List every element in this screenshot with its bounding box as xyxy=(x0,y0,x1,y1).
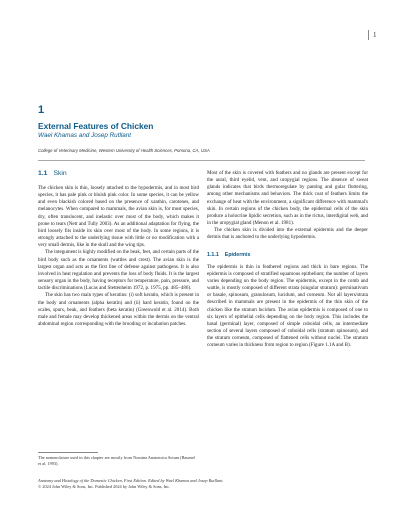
header-divider xyxy=(38,160,365,161)
author-affiliation: College of Veterinary Medicine, Western University of Health Sciences, Pomona, CA, USA xyxy=(38,148,210,153)
footer-copyright: © 2024 John Wiley & Sons, Inc. Published 2024 by John Wiley & Sons, Inc. xyxy=(38,483,171,489)
paragraph: The integument is highly modified on the beak, feet, and certain parts of the bird body such as the ornaments (wattles and crest). The avian skin is the largest organ and acts as the first line of defense against pathogens. It is also involved in heat regulation and prevents the loss of body fluids. It is the largest sensory organ in the body, having receptors for temperature, pain, pressure, and tactile discriminations (Lucas and Stettenheim 1972, p. 1975, pp. 485–486). xyxy=(38,249,199,292)
footnote-divider xyxy=(38,452,98,453)
section-heading-skin xyxy=(38,170,199,177)
page-number: 1 xyxy=(368,30,377,40)
paragraph: The chicken skin is thin, loosely attached to the hypodermis, and in most bird species, it has pale pink or bluish pink color. In some species, it can be yellow and even blackish colored based on the presence of xanthin, carotenes, and melanocytes. When compared to mammals, the avian skin is, for most species, dry, often translucent, and inelastic over most of the body, which makes it prone to tears (Nett and Tully 2003). As an additional adaptation for flying, the bird loosely fits inside its skin over most of the body. In some regions, it is strongly attached to the underlying tissue with little or no modification with a very small dermis, like in the skull and the wing tips. xyxy=(38,185,199,249)
chapter-authors: Wael Khamas and Josep Rutllant xyxy=(38,132,131,139)
subsection-heading-epidermis xyxy=(207,252,368,258)
section-number: 1.1 xyxy=(38,170,48,177)
page-footer xyxy=(38,478,365,489)
chapter-title: External Features of Chicken xyxy=(38,121,154,131)
right-column xyxy=(207,170,368,349)
subsection-number: 1.1.1 xyxy=(207,251,219,258)
paragraph: The skin has two main types of keratins: (i) soft keratin, which is present in the body and ornaments (alpha keratin) and (ii) hard keratin, found on the scales, spurs, beak, and feathers (beta keratin) (Greenwold et al. 2014). Both male and female may develop thickened areas within the dermis on the ventral abdominal region corresponding with the brooding or incubation patches. xyxy=(38,292,199,327)
subsection-title: Epidermis xyxy=(224,251,251,258)
chapter-number: 1 xyxy=(38,104,45,116)
paragraph: The chicken skin is divided into the external epidermis and the deeper dermis that is anchored to the underlying hypodermis. xyxy=(207,227,368,241)
footnote: The nomenclature used in this chapter are mostly from Nomina Anatomica Avium (Baumel et al. 1993). xyxy=(38,455,195,466)
left-column xyxy=(38,170,199,328)
paragraph: The epidermis is thin in feathered regions and thick in bare regions. The epidermis is composed of stratified squamous epithelium; the number of layers varies depending on the body region. The epidermis, except in the comb and wattle, is mostly composed of different strata (singular stratum): germinativum or basale, spinosum, granulosum, lucidum, and corneum. Not all layers/strata described in mammals are present in the epidermis of the thin skin of the chicken like the stratum lucidum. The avian epidermis is composed of one to six layers of epithelial cells depending on the body region. This includes the basal (germinal) layer, composed of simple cuboidal cells, an intermediate section of several layers composed of cuboidal cells (stratum spinosum), and the stratum corneum, composed of flattened cells without nuclei. The stratum corneum varies in thickness from region to region (Figure 1.1A and B). xyxy=(207,263,368,349)
section-title: Skin xyxy=(53,170,67,177)
footer-book-line: Anatomy and Histology of the Domestic Chicken, First Edition. Edited by Wael Khamas and Josep Rutllant. xyxy=(38,478,224,483)
paragraph: Most of the skin is covered with feathers and no glands are present except for the aural, third eyelid, vent, and uropygial regions. The absence of sweat glands indicates that birds thermoregulate by panting and gular fluttering, among other mechanisms and behaviors. The thick coat of feathers limits the exchange of heat with the environment, a significant difference with mammal's skin. In certain regions of the chicken body, the epidermal cells of the skin produce a holocrine lipidic secretion, such as in the rictus, interdigital web, and in the uropygial gland (Menon et al. 1981). xyxy=(207,170,368,227)
